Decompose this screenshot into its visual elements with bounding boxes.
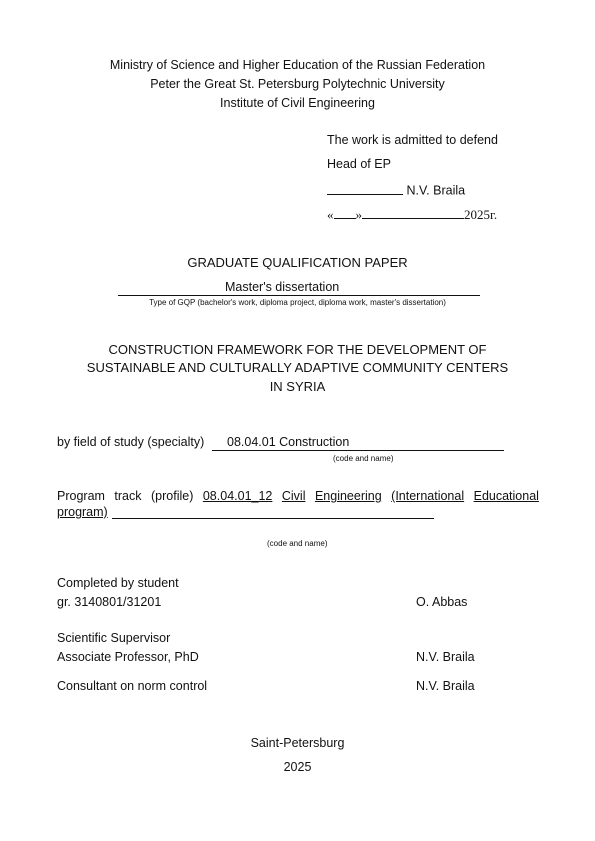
field-caption: (code and name) (333, 454, 394, 463)
program-value-word: Engineering (314, 489, 382, 503)
program-underline (112, 518, 434, 519)
head-of-ep-label: Head of EP (327, 157, 391, 171)
admission-line: The work is admitted to defend (327, 133, 498, 147)
consultant-label: Consultant on norm control (57, 679, 208, 693)
consultant-name: N.V. Braila (416, 679, 475, 693)
gqp-caption: Type of GQP (bachelor's work, diploma project, diploma work, master's dissertation) (149, 298, 446, 307)
day-blank (334, 205, 356, 219)
program-value-word: (International (391, 489, 465, 503)
program-caption: (code and name) (267, 539, 328, 548)
topic-line-3: IN SYRIA (269, 379, 326, 394)
program-value-word: Civil (281, 489, 306, 503)
topic-line-1: CONSTRUCTION FRAMEWORK FOR THE DEVELOPMENT OF (108, 342, 487, 357)
ministry-line: Ministry of Science and Higher Education of the Russian Federation (109, 58, 486, 72)
program-label-word: Program (57, 489, 105, 503)
year: 2025 (283, 760, 312, 774)
month-blank (362, 205, 464, 219)
supervisor-title: Associate Professor, PhD (57, 650, 199, 664)
student-group: gr. 3140801/31201 (57, 595, 162, 609)
student-name: O. Abbas (416, 595, 468, 609)
gqp-value: Master's dissertation (225, 280, 340, 294)
institute-line: Institute of Civil Engineering (220, 96, 375, 110)
field-value: 08.04.01 Construction (227, 435, 350, 449)
program-value-word: 08.04.01_12 (202, 489, 273, 503)
paper-type-title: GRADUATE QUALIFICATION PAPER (187, 255, 408, 270)
program-row (57, 489, 539, 503)
university-line: Peter the Great St. Petersburg Polytechnic University (150, 77, 445, 91)
program-label-word: (profile) (151, 489, 194, 503)
signature-blank (327, 181, 403, 195)
program-label-word: track (114, 489, 142, 503)
gqp-underline (118, 295, 480, 296)
head-signature-row (327, 181, 465, 198)
topic-line-2: SUSTAINABLE AND CULTURALLY ADAPTIVE COMMUNITY CENTERS (86, 360, 509, 375)
program-value-word: Educational (473, 489, 539, 503)
date-open-quote: « (327, 207, 334, 222)
city: Saint-Petersburg (250, 736, 345, 750)
field-label: by field of study (specialty) (57, 435, 205, 449)
admission-date-row (327, 205, 497, 223)
program-value-line-2: program) (57, 505, 108, 519)
head-name: N.V. Braila (406, 183, 466, 198)
date-close-quote: » (355, 207, 362, 222)
supervisor-label: Scientific Supervisor (57, 631, 171, 645)
student-label: Completed by student (57, 576, 179, 590)
date-year: 2025г. (464, 207, 498, 222)
field-underline (212, 450, 504, 451)
supervisor-name: N.V. Braila (416, 650, 475, 664)
